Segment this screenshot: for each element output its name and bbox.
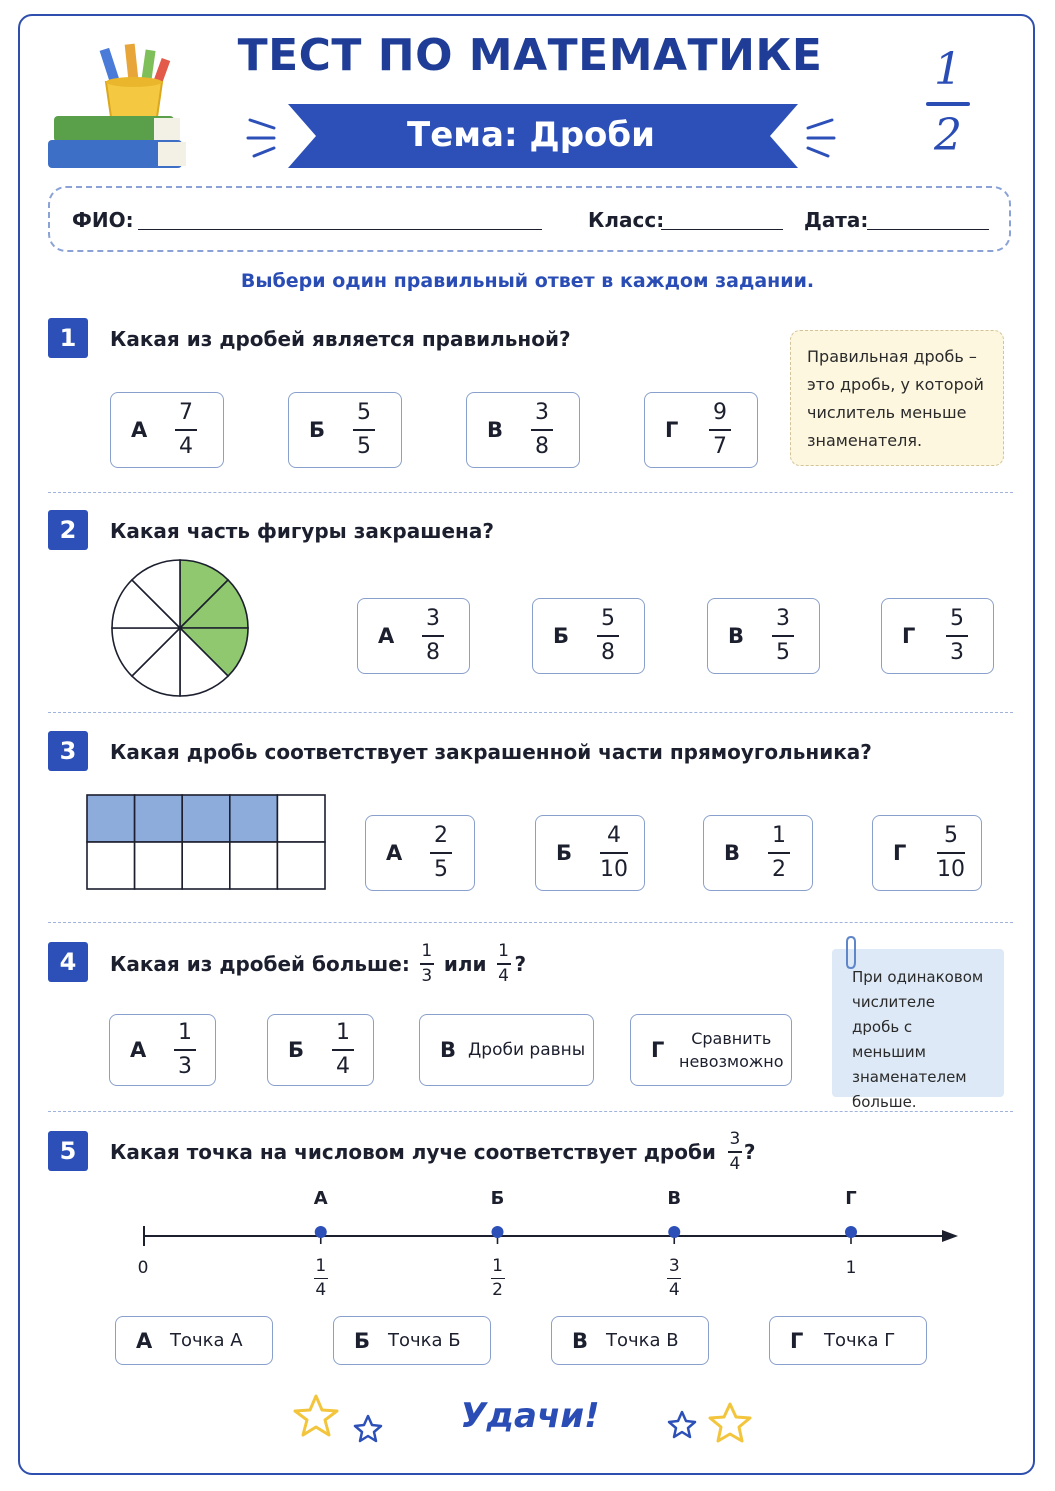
divider [48,922,1013,923]
point-value-label [659,1256,689,1300]
denominator: 2 [492,1280,503,1301]
numerator: 9 [713,400,727,426]
option-text: Точка В [606,1330,679,1351]
q4-option-b[interactable] [267,1014,374,1086]
option-letter: Б [556,841,573,865]
option-letter: А [131,418,148,442]
denominator: 4 [729,1153,741,1174]
numerator: 1 [492,1256,503,1276]
grid-cell [277,795,325,842]
page-title: ТЕСТ ПО МАТЕМАТИКЕ [237,30,823,81]
point-value-label: 1 [845,1258,857,1278]
divider [48,492,1013,493]
subtitle: Тема: Дроби [407,115,655,155]
option-fraction [430,823,452,883]
number-line-point [315,1226,327,1238]
denominator: 4 [336,1053,350,1079]
numerator: 1 [315,1256,327,1276]
corner-fraction-den: 2 [934,110,962,161]
q3-option-d[interactable] [872,815,982,891]
denominator: 8 [535,433,549,459]
option-letter: Г [893,841,907,865]
numerator: 1 [772,823,786,849]
shaded-cell [87,795,135,842]
divider [48,712,1013,713]
number-line [130,1218,970,1258]
date-label: Дата: [804,208,869,232]
option-fraction [768,823,790,883]
number-line-point [492,1226,504,1238]
q1-option-b[interactable] [288,392,402,468]
grid-cell [230,842,278,889]
question-number: 1 [48,318,88,358]
option-letter: Г [790,1328,804,1353]
denominator: 5 [776,639,790,665]
question-text-part: Какая из дробей больше: [110,952,410,976]
option-letter: А [378,624,395,648]
rectangle-figure [86,794,328,894]
date-field[interactable] [867,229,989,230]
denominator: 10 [600,856,628,882]
option-fraction [597,606,619,666]
inline-fraction [420,942,434,985]
corner-fraction-num: 1 [934,44,962,95]
point-value-label [306,1256,336,1300]
question-text-part: или [443,952,487,976]
q2-option-b[interactable] [532,598,645,674]
option-letter: Б [309,418,326,442]
shaded-cell [230,795,278,842]
numerator: 1 [421,941,433,962]
question-text [110,1128,756,1176]
option-text: Точка Г [824,1330,896,1351]
denominator: 3 [950,639,964,665]
numerator: 1 [178,1020,192,1046]
grid-cell [135,842,183,889]
option-fraction [946,606,968,666]
option-letter: Г [665,418,679,442]
question-number: 2 [48,510,88,550]
point-name-label: Г [845,1188,857,1209]
q3-option-b[interactable] [535,815,645,891]
numerator: 2 [434,823,448,849]
numerator: 4 [607,823,621,849]
option-fraction [772,606,794,666]
class-label: Класс: [588,208,665,232]
option-letter: Г [651,1038,665,1062]
inline-fraction [728,1130,742,1173]
option-letter: Б [288,1038,305,1062]
zero-label: 0 [137,1258,149,1278]
q3-option-a[interactable] [365,815,475,891]
denominator: 8 [426,639,440,665]
q1-option-a[interactable] [110,392,224,468]
q2-option-a[interactable] [357,598,470,674]
name-field[interactable] [138,229,542,230]
grid-cell [182,842,230,889]
class-field[interactable] [661,229,783,230]
hint-note: Правильная дробь – это дробь, у которой числитель меньше знаменателя. [790,330,1004,466]
point-fraction [491,1257,505,1300]
inline-fraction [497,942,511,985]
grid-cell [277,842,325,889]
option-fraction [531,400,553,460]
question-number: 3 [48,731,88,771]
books-pencils-illustration [44,36,194,172]
point-fraction [314,1257,328,1300]
q4-option-d[interactable] [630,1014,792,1086]
denominator: 3 [421,965,433,986]
name-label: ФИО: [72,208,134,232]
numerator: 3 [668,1256,680,1276]
number-line-point [845,1226,857,1238]
denominator: 2 [772,856,786,882]
hint-note: При одинаковом числителе дробь с меньшим знаменателем больше. [832,949,1004,1097]
q4-option-a[interactable] [109,1014,216,1086]
q5-option-c[interactable] [551,1316,709,1365]
point-fraction [667,1257,681,1300]
denominator: 5 [434,856,448,882]
denominator: 5 [357,433,371,459]
option-letter: В [572,1328,589,1353]
numerator: 3 [535,400,549,426]
q1-option-d[interactable] [644,392,758,468]
numerator: 3 [729,1129,741,1150]
question-text-part: ? [743,1140,756,1164]
option-letter: В [440,1038,457,1062]
denominator: 3 [178,1053,192,1079]
q2-option-c[interactable] [707,598,820,674]
option-letter: В [724,841,741,865]
option-letter: В [487,418,504,442]
grid-cell [87,842,135,889]
option-fraction [174,1020,196,1080]
option-fraction [937,823,965,883]
number-line-point [668,1226,680,1238]
circle-figure [108,556,252,700]
question-text-part: ? [514,952,527,976]
denominator: 4 [498,965,509,986]
question-number: 4 [48,942,88,982]
option-text-line: невозможно [679,1052,784,1071]
option-letter: А [130,1038,147,1062]
numerator: 5 [950,606,964,632]
option-fraction [353,400,375,460]
question-number: 5 [48,1131,88,1171]
shaded-cell [182,795,230,842]
point-name-label: А [313,1188,328,1209]
question-text: Какая из дробей является правильной? [110,327,571,351]
corner-fraction [916,44,980,162]
denominator: 4 [668,1280,680,1301]
option-fraction [600,823,628,883]
star-icon [664,1400,754,1450]
option-letter: А [386,841,403,865]
q3-option-c[interactable] [703,815,813,891]
good-luck-text: Удачи! [460,1396,600,1436]
numerator: 1 [498,941,509,962]
paperclip-icon [842,934,860,972]
option-fraction [709,400,731,460]
denominator: 8 [601,639,615,665]
point-name-label: Б [490,1188,505,1209]
q5-option-a[interactable] [115,1316,273,1365]
option-text-line: Сравнить [691,1029,772,1048]
numerator: 1 [336,1020,350,1046]
numerator: 7 [179,400,193,426]
option-fraction [175,400,197,460]
point-value-label [483,1256,513,1300]
option-letter: Г [902,624,916,648]
denominator: 4 [179,433,193,459]
denominator: 7 [713,433,727,459]
option-letter: Б [553,624,570,648]
question-text [110,940,526,988]
option-letter: А [136,1328,153,1353]
denominator: 4 [315,1280,327,1301]
point-name-label: В [667,1188,682,1209]
numerator: 3 [776,606,790,632]
numerator: 5 [601,606,615,632]
option-text [679,1027,784,1073]
q4-option-c[interactable] [419,1014,594,1086]
question-text: Какая часть фигуры закрашена? [110,519,494,543]
option-fraction [332,1020,354,1080]
star-icon [292,1392,392,1448]
numerator: 5 [357,400,371,426]
instruction: Выбери один правильный ответ в каждом задании. [240,270,815,292]
numerator: 5 [944,823,958,849]
question-text-part: Какая точка на числовом луче соответствует дроби [110,1140,716,1164]
option-text: Точка Б [388,1330,461,1351]
q5-option-b[interactable] [333,1316,491,1365]
question-text: Какая дробь соответствует закрашенной части прямоугольника? [110,740,872,764]
option-letter: Б [354,1328,371,1353]
q1-option-c[interactable] [466,392,580,468]
option-fraction [422,606,444,666]
shaded-cell [135,795,183,842]
q5-option-d[interactable] [769,1316,927,1365]
q2-option-d[interactable] [881,598,994,674]
option-text: Дроби равны [468,1040,586,1060]
numerator: 3 [426,606,440,632]
denominator: 10 [937,856,965,882]
divider [48,1111,1013,1112]
option-letter: В [728,624,745,648]
option-text: Точка А [170,1330,243,1351]
